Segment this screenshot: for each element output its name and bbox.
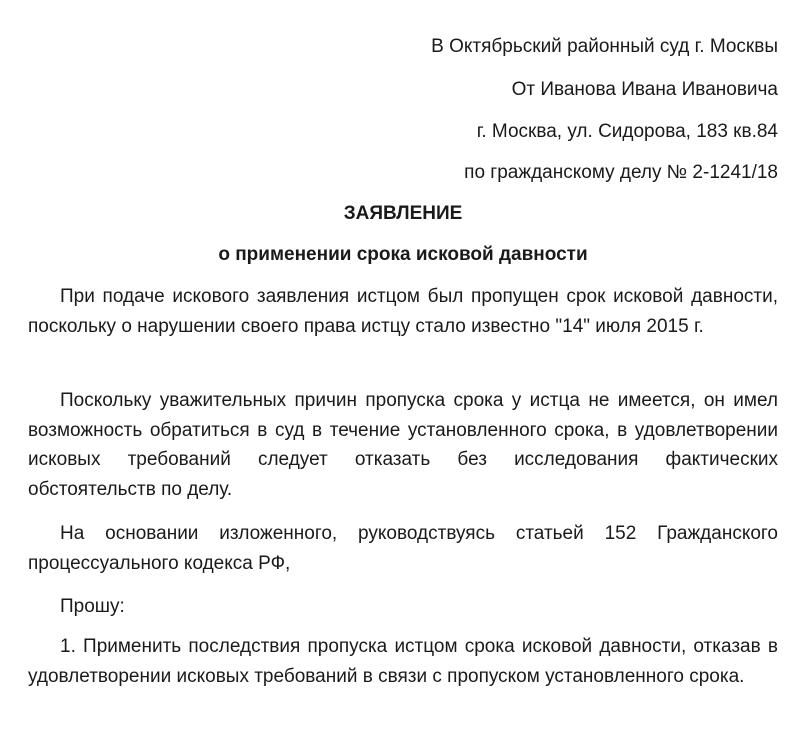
document-subtitle: о применении срока исковой давности bbox=[218, 244, 588, 265]
paragraph-claim-deadline: При подаче искового заявления истцом был пропущен срок исковой давности, поскольку о нарушении своего права истцу стало известно "14" июля 2015 г. bbox=[28, 286, 778, 337]
case-number: по гражданскому делу № 2-1241/18 bbox=[464, 162, 778, 183]
sender-address: г. Москва, ул. Сидорова, 183 кв.84 bbox=[476, 121, 778, 142]
paragraph-request-item-1: 1. Применить последствия пропуска истцом срока исковой давности, отказав в удовлетворении исковых требований в связи с пропуском установленного срока. bbox=[28, 636, 778, 687]
addressee-court: В Октябрьский районный суд г. Москвы bbox=[431, 36, 778, 57]
document-title: ЗАЯВЛЕНИЕ bbox=[343, 203, 463, 224]
paragraph-legal-basis: На основании изложенного, руководствуясь статьей 152 Гражданского процессуального кодекса РФ, bbox=[28, 523, 778, 574]
paragraph-no-valid-reasons: Поскольку уважительных причин пропуска срока у истца не имеется, он имел возможность обратиться в суд в течение установленного срока, в удовлетворении исковых требований следует отказать без исследования фактических обстоятельств по делу. bbox=[28, 390, 778, 500]
paragraph-request-heading: Прошу: bbox=[60, 596, 125, 617]
sender-name: От Иванова Ивана Ивановича bbox=[511, 79, 778, 100]
